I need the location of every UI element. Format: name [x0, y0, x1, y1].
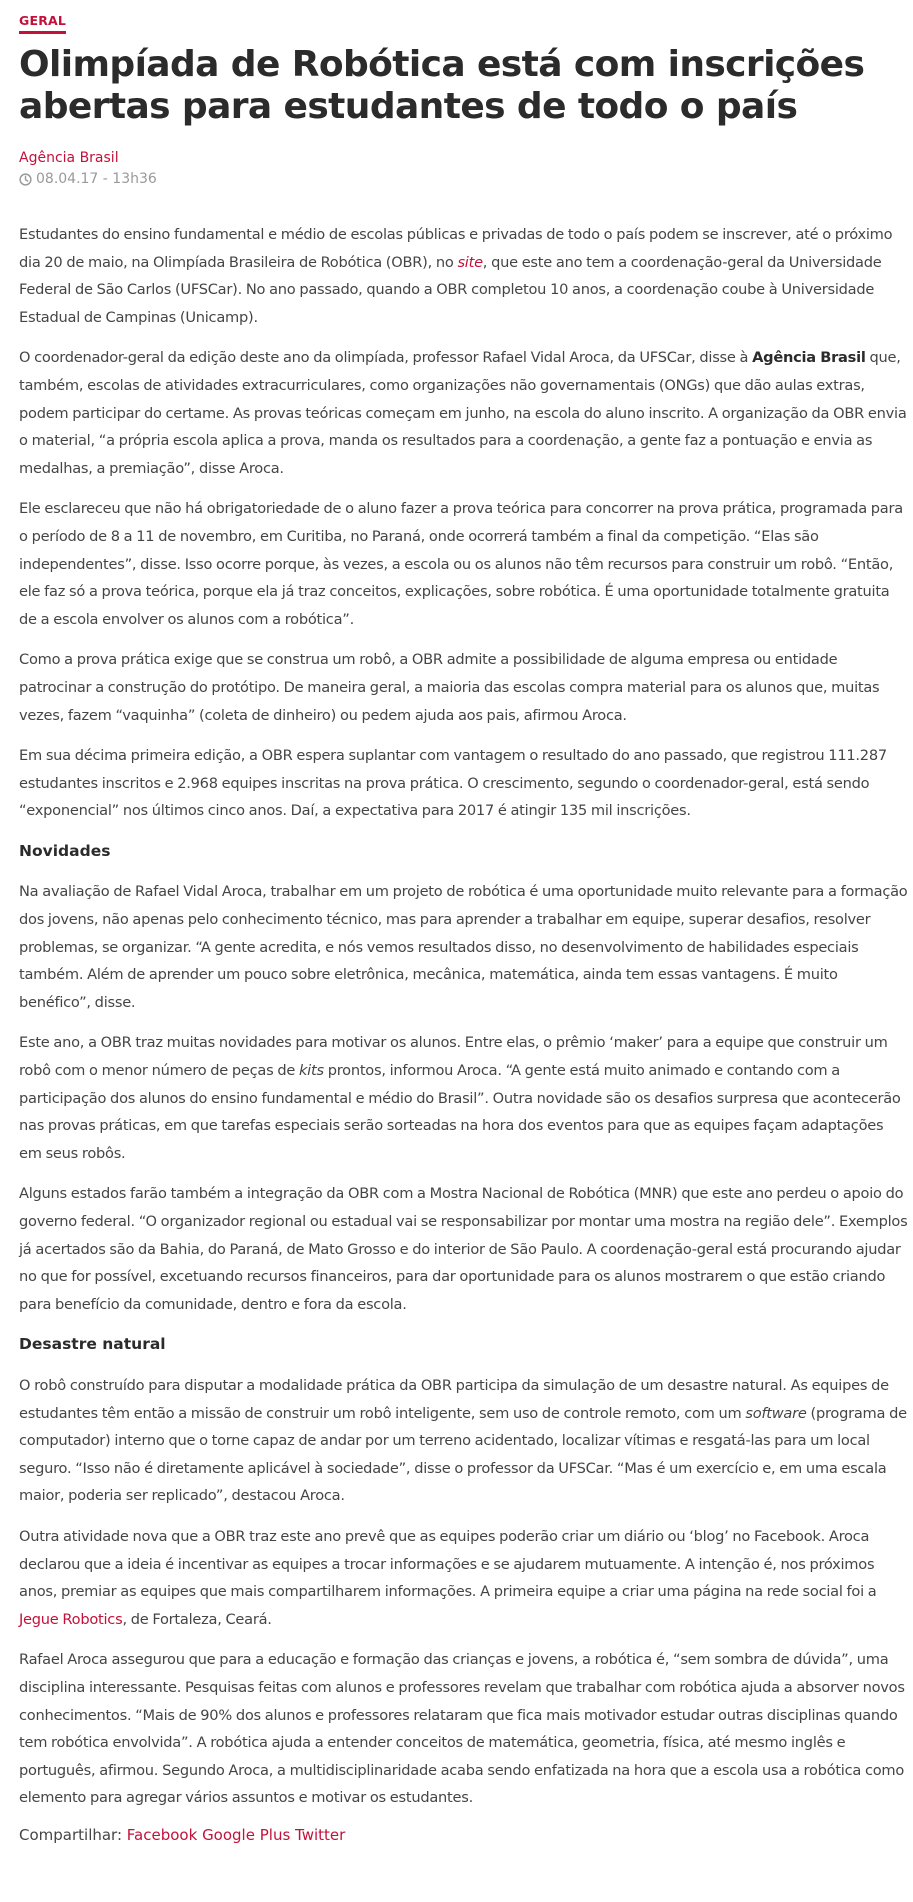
- category-tag[interactable]: GERAL: [19, 13, 66, 34]
- jegue-robotics-link[interactable]: Jegue Robotics: [19, 1610, 123, 1628]
- share-twitter-link[interactable]: Twitter: [295, 1825, 346, 1844]
- paragraph: [19, 1372, 909, 1510]
- article-meta: [19, 171, 911, 187]
- section-heading: Novidades: [19, 841, 111, 860]
- paragraph-text: O coordenador-geral da edição deste ano da olimpíada, professor Rafael Vidal Aroca, da UFSCar, disse à: [19, 349, 753, 367]
- share-facebook-link[interactable]: Facebook: [126, 1825, 198, 1844]
- paragraph-text: prontos, informou Aroca. “A gente está muito animado e contando com a participação dos alunos do ensino fundamental e médio do Brasil”. Outra novidade são os desafios surpresa que acontecerão nas provas práticas, em que tarefas especiais serão sorteadas na hora dos eventos para que as equipes façam adaptações em seus robôs.: [19, 1062, 901, 1162]
- paragraph: Como a prova prática exige que se construa um robô, a OBR admite a possibilidade de alguma empresa ou entidade patrocinar a construção do protótipo. De maneira geral, a maioria das escolas compra material para os alunos que, muitas vezes, fazem “vaquinha” (coleta de dinheiro) ou pedem ajuda aos pais, afirmou Aroca.: [19, 651, 880, 724]
- paragraph: [19, 1029, 909, 1167]
- share-google-plus-link[interactable]: Google Plus: [202, 1825, 291, 1844]
- section-heading: Desastre natural: [19, 1335, 166, 1354]
- paragraph-text: Outra atividade nova que a OBR traz este ano prevê que as equipes poderão criar um diário ou ‘blog’ no Facebook. Aroca declarou que a ideia é incentivar as equipes a trocar informações e se ajudarem mutuamente. A intenção é, nos próximos anos, premiar as equipes que mais compartilharem informações. A primeira equipe a criar uma página na rede social foi a: [19, 1527, 877, 1601]
- paragraph: Rafael Aroca assegurou que para a educação e formação das crianças e jovens, a robótica é, “sem sombra de dúvida”, uma disciplina interessante. Pesquisas feitas com alunos e professores revelam que trabalhar com robótica ajuda a absorver novos conhecimentos. “Mais de 90% dos alunos e professores relataram que fica mais motivador estudar outras disciplinas quando tem robótica envolvida”. A robótica ajuda a entender conceitos de matemática, geometria, física, até mesmo inglês e português, afirmou. Segundo Aroca, a multidisciplinaridade acaba sendo enfatizada na hora que a escola usa a robótica como elemento para agregar vários assuntos e motivar os estudantes.: [19, 1651, 905, 1807]
- article-date: 08.04.17 - 13h36: [36, 171, 157, 187]
- article-headline: Olimpíada de Robótica está com inscrições abertas para estudantes de todo o país: [19, 44, 865, 127]
- site-link[interactable]: site: [457, 253, 483, 271]
- clock-icon: [19, 173, 32, 186]
- share-bar: [19, 1823, 909, 1847]
- paragraph: Na avaliação de Rafael Vidal Aroca, trabalhar em um projeto de robótica é uma oportunidade muito relevante para a formação dos jovens, não apenas pelo conhecimento técnico, mas para aprender a trabalhar em equipe, superar desafios, resolver problemas, se organizar. “A gente acredita, e nós vemos resultados disso, no desenvolvimento de habilidades especiais também. Além de aprender um pouco sobre eletrônica, mecânica, matemática, ainda tem essas vantagens. É muito benéfico”, disse.: [19, 883, 908, 1011]
- paragraph-text: que, também, escolas de atividades extracurriculares, como organizações não governamentais (ONGs) que dão aulas extras, podem participar do certame. As provas teóricas começam em junho, na escola do aluno inscrito. A organização da OBR envia o material, “a própria escola aplica a prova, manda os resultados para a coordenação, a gente faz a pontuação e envia as medalhas, a premiação”, disse Aroca.: [19, 349, 907, 477]
- paragraph: [19, 221, 909, 331]
- paragraph: Ele esclareceu que não há obrigatoriedade de o aluno fazer a prova teórica para concorrer na prova prática, programada para o período de 8 a 11 de novembro, em Curitiba, no Paraná, onde ocorrerá também a final da competição. “Elas são independentes”, disse. Isso ocorre porque, às vezes, a escola ou os alunos não têm recursos para construir um robô. “Então, ele faz só a prova teórica, porque ela já traz conceitos, explicações, sobre robótica. É uma oportunidade totalmente gratuita de a escola envolver os alunos com a robótica”.: [19, 500, 903, 628]
- italic-text: software: [745, 1404, 807, 1422]
- paragraph: Alguns estados farão também a integração da OBR com a Mostra Nacional de Robótica (MNR) que este ano perdeu o apoio do governo federal. “O organizador regional ou estadual vai se responsabilizar por montar uma mostra na região dele”. Exemplos já acertados são da Bahia, do Paraná, de Mato Grosso e do interior de São Paulo. A coordenação-geral está procurando ajudar no que for possível, excetuando recursos financeiros, para dar oportunidade para os alunos mostrarem o que estão criando para benefício da comunidade, dentro e fora da escola.: [19, 1185, 908, 1313]
- share-label: Compartilhar:: [19, 1825, 123, 1844]
- paragraph-text: Estudantes do ensino fundamental e médio de escolas públicas e privadas de todo o país podem se inscrever, até o próximo dia 20 de maio, na Olimpíada Brasileira de Robótica (OBR), no: [19, 226, 893, 271]
- paragraph-text: Este ano, a OBR traz muitas novidades para motivar os alunos. Entre elas, o prêmio ‘maker’ para a equipe que construir um robô com o menor número de peças de: [19, 1034, 888, 1080]
- paragraph: Em sua décima primeira edição, a OBR espera suplantar com vantagem o resultado do ano passado, que registrou 111.287 estudantes inscritos e 2.968 equipes inscritas na prova prática. O crescimento, segundo o coordenador-geral, está sendo “exponencial” nos últimos cinco anos. Daí, a expectativa para 2017 é atingir 135 mil inscrições.: [19, 747, 887, 820]
- article-body: [19, 221, 909, 1847]
- paragraph-text: , de Fortaleza, Ceará.: [122, 1610, 272, 1628]
- article-source[interactable]: Agência Brasil: [19, 150, 119, 166]
- italic-text: kits: [298, 1062, 324, 1080]
- bold-text: Agência Brasil: [752, 349, 866, 367]
- paragraph: [19, 1523, 909, 1633]
- paragraph-text: (programa de computador) interno que o torne capaz de andar por um terreno acidentado, localizar vítimas e resgatá-las para um local seguro. “Isso não é diretamente aplicável à sociedade”, disse o professor da UFSCar. “Mas é um exercício e, em uma escala maior, poderia ser replicado”, destacou Aroca.: [19, 1404, 907, 1505]
- paragraph-text: O robô construído para disputar a modalidade prática da OBR participa da simulação de um desastre natural. As equipes de estudantes têm então a missão de construir um robô inteligente, sem uso de controle remoto, com um: [19, 1376, 889, 1422]
- paragraph: [19, 344, 909, 482]
- paragraph-text: , que este ano tem a coordenação-geral da Universidade Federal de São Carlos (UFSCar). No ano passado, quando a OBR completou 10 anos, a coordenação coube à Universidade Estadual de Campinas (Unicamp).: [19, 253, 882, 326]
